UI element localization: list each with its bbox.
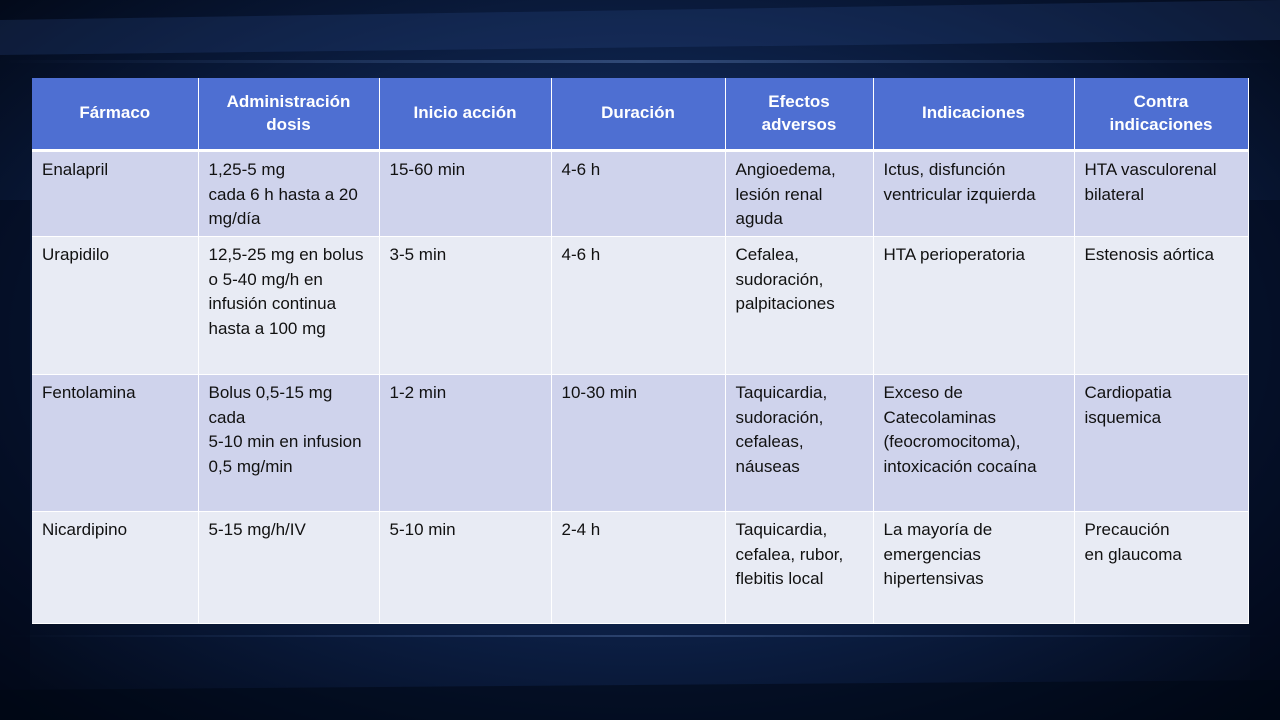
cell-contraindicaciones: HTA vasculorenal bilateral xyxy=(1074,151,1248,237)
header-contraindicaciones: Contra indicaciones xyxy=(1074,78,1248,151)
header-farmaco: Fármaco xyxy=(32,78,198,151)
header-inicio-accion: Inicio acción xyxy=(379,78,551,151)
cell-farmaco: Urapidilo xyxy=(32,237,198,375)
cell-contraindicaciones: Estenosis aórtica xyxy=(1074,237,1248,375)
table-row xyxy=(32,375,1248,512)
cell-inicio: 5-10 min xyxy=(379,512,551,624)
cell-indicaciones: La mayoría de emergencias hipertensivas xyxy=(873,512,1074,624)
cell-efectos: Taquicardia, sudoración, cefaleas, náuseas xyxy=(725,375,873,512)
cell-indicaciones: Exceso de Catecolaminas (feocromocitoma), intoxicación cocaína xyxy=(873,375,1074,512)
table-row xyxy=(32,512,1248,624)
drug-table-container xyxy=(32,78,1248,624)
header-indicaciones: Indicaciones xyxy=(873,78,1074,151)
cell-duracion: 4-6 h xyxy=(551,151,725,237)
cell-farmaco: Fentolamina xyxy=(32,375,198,512)
cell-inicio: 15-60 min xyxy=(379,151,551,237)
header-efectos-adversos: Efectos adversos xyxy=(725,78,873,151)
slide-header-area xyxy=(0,0,1280,70)
cell-duracion: 10-30 min xyxy=(551,375,725,512)
cell-dosis: 1,25-5 mg cada 6 h hasta a 20 mg/día xyxy=(198,151,379,237)
cell-inicio: 3-5 min xyxy=(379,237,551,375)
cell-indicaciones: Ictus, disfunción ventricular izquierda xyxy=(873,151,1074,237)
header-duracion: Duración xyxy=(551,78,725,151)
cell-farmaco: Enalapril xyxy=(32,151,198,237)
antihypertensive-drug-table xyxy=(32,78,1249,624)
cell-indicaciones: HTA perioperatoria xyxy=(873,237,1074,375)
cell-farmaco: Nicardipino xyxy=(32,512,198,624)
cell-efectos: Cefalea, sudoración, palpitaciones xyxy=(725,237,873,375)
cell-dosis: 12,5-25 mg en bolus o 5-40 mg/h en infusión continua hasta a 100 mg xyxy=(198,237,379,375)
cell-dosis: 5-15 mg/h/IV xyxy=(198,512,379,624)
cell-dosis: Bolus 0,5-15 mg cada 5-10 min en infusion 0,5 mg/min xyxy=(198,375,379,512)
cell-inicio: 1-2 min xyxy=(379,375,551,512)
table-row xyxy=(32,151,1248,237)
cell-contraindicaciones: Cardiopatia isquemica xyxy=(1074,375,1248,512)
cell-duracion: 4-6 h xyxy=(551,237,725,375)
table-header-row xyxy=(32,78,1248,151)
cell-duracion: 2-4 h xyxy=(551,512,725,624)
header-administracion-dosis: Administración dosis xyxy=(198,78,379,151)
cell-efectos: Taquicardia, cefalea, rubor, flebitis local xyxy=(725,512,873,624)
table-row xyxy=(32,237,1248,375)
cell-efectos: Angioedema, lesión renal aguda xyxy=(725,151,873,237)
cell-contraindicaciones: Precaución en glaucoma xyxy=(1074,512,1248,624)
